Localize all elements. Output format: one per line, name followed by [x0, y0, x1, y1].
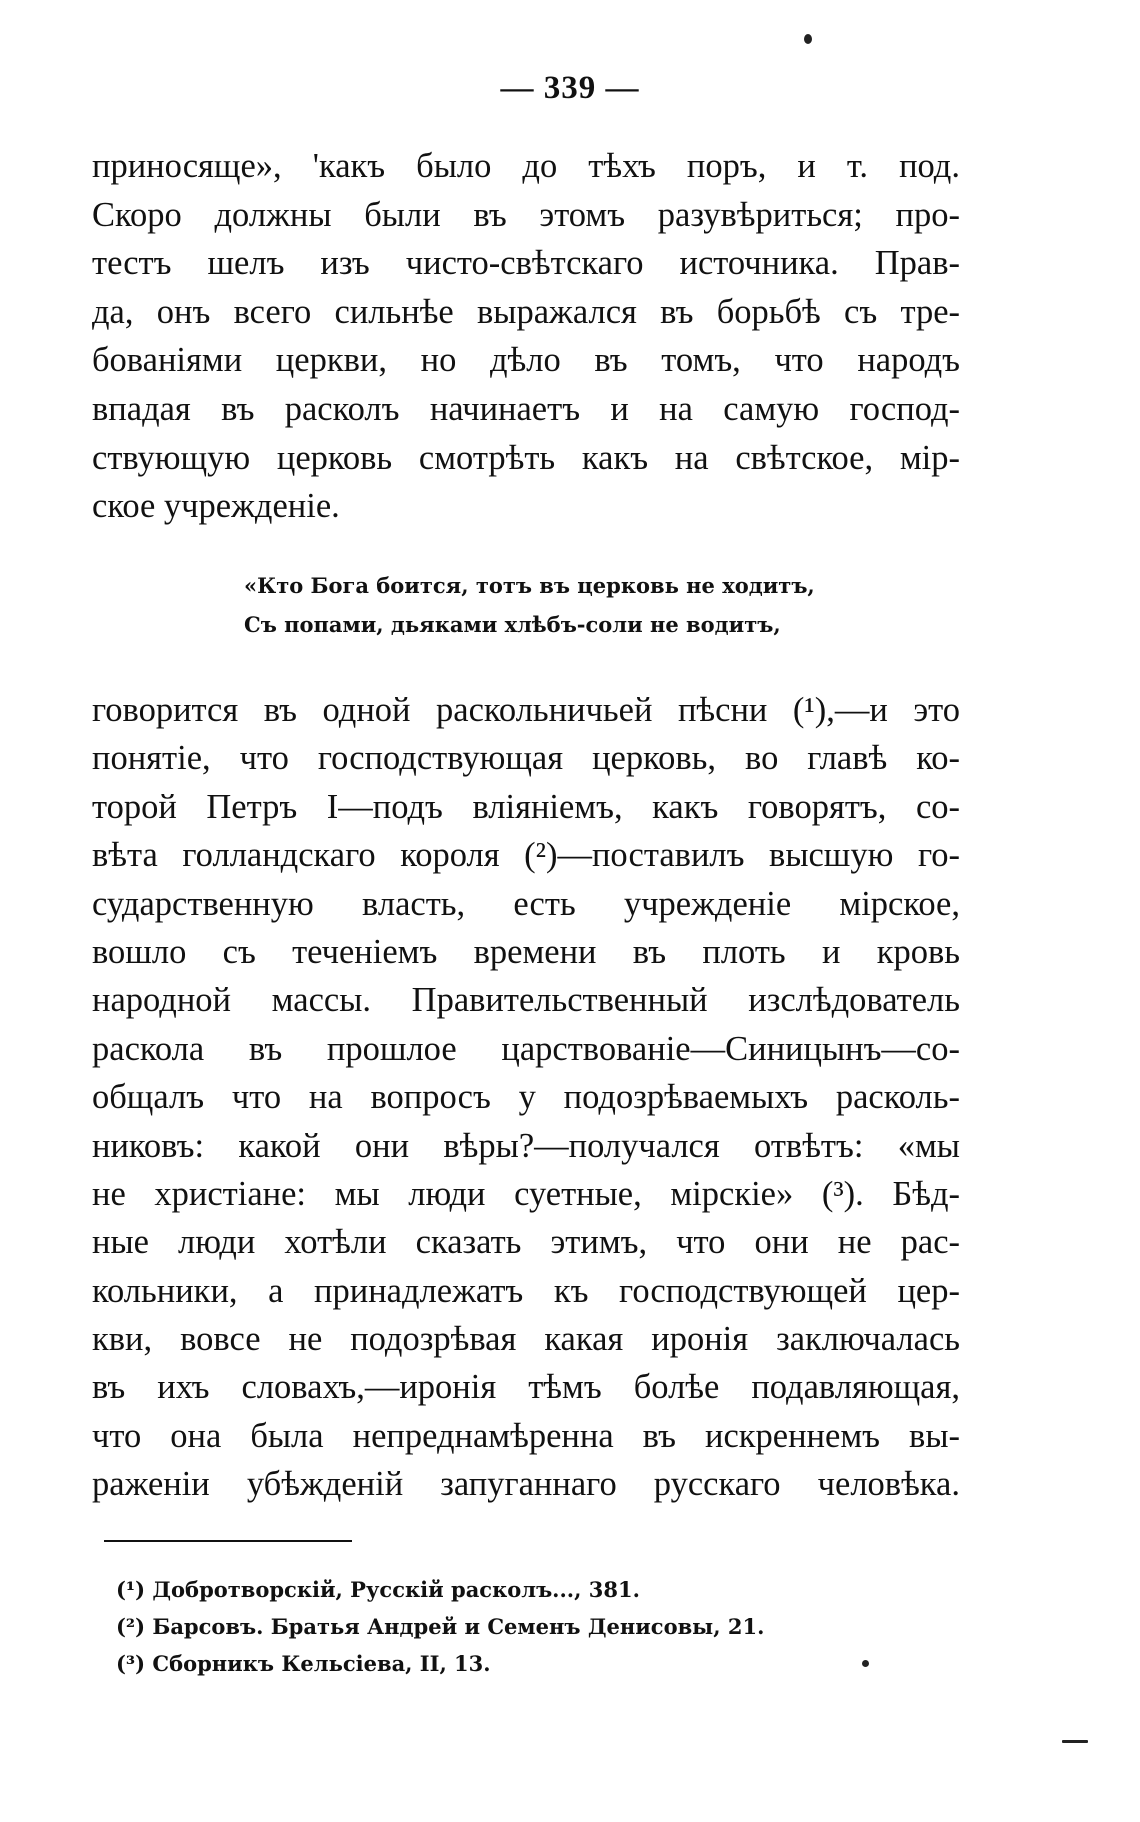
- page-number: — 339 —: [500, 70, 640, 106]
- text-line: понятіе, что господствующая церковь, во главѣ ко-: [92, 739, 960, 778]
- verse-quote: [244, 566, 815, 644]
- text-line: не христіане: мы люди суетные, мірскіе» (³). Бѣд-: [92, 1174, 960, 1213]
- text-line: общалъ что на вопросъ у подозрѣваемыхъ расколь-: [92, 1078, 960, 1117]
- text-line: бованіями церкви, но дѣло въ томъ, что народъ: [92, 341, 960, 380]
- ink-speck: [804, 34, 812, 44]
- text-line: да, онъ всего сильнѣе выражался въ борьбѣ съ тре-: [92, 292, 960, 331]
- text-line: что она была непреднамѣренна въ искреннемъ вы-: [92, 1416, 960, 1455]
- text-line: ные люди хотѣли сказать этимъ, что они не рас-: [92, 1223, 960, 1262]
- text-line: раженіи убѣжденій запуганнаго русскаго человѣка.: [92, 1465, 960, 1504]
- text-line: говорится въ одной раскольничьей пѣсни (¹),—и это: [92, 691, 960, 729]
- footnote: (²) Барсовъ. Братья Андрей и Семенъ Денисовы, 21.: [116, 1614, 765, 1639]
- text-line: народной массы. Правительственный изслѣдователь: [92, 981, 960, 1020]
- paragraph-2: [92, 686, 960, 1509]
- text-line: Скоро должны были въ этомъ разувѣриться; про-: [92, 195, 960, 234]
- footnote-divider: [104, 1540, 352, 1542]
- text-line: сударственную власть, есть учрежденіе мірское,: [92, 884, 960, 923]
- text-line: впадая въ расколъ начинаетъ и на самую господ-: [92, 389, 960, 428]
- verse-line: «Кто Бога боится, тотъ въ церковь не ходитъ,: [244, 573, 815, 598]
- text-line: никовъ: какой они вѣры?—получался отвѣтъ: «мы: [92, 1126, 960, 1165]
- text-line: вѣта голландскаго короля (²)—поставилъ высшую го-: [92, 836, 960, 875]
- text-line: приносяще», 'какъ было до тѣхъ поръ, и т. под.: [92, 147, 960, 185]
- text-line: тестъ шелъ изъ чисто-свѣтскаго источника. Прав-: [92, 244, 960, 283]
- ink-speck: [862, 1660, 869, 1667]
- text-line: кольники, а принадлежатъ къ господствующей цер-: [92, 1271, 960, 1310]
- verse-line: Съ попами, дьяками хлѣбъ-соли не водитъ,: [244, 612, 781, 637]
- text-line: въ ихъ словахъ,—иронія тѣмъ болѣе подавляющая,: [92, 1368, 960, 1407]
- text-line: кви, вовсе не подозрѣвая какая иронія заключалась: [92, 1320, 960, 1359]
- paragraph-1: [92, 142, 960, 531]
- text-line: ствующую церковь смотрѣть какъ на свѣтское, мір-: [92, 438, 960, 477]
- footnotes: [116, 1571, 764, 1682]
- footnote: (¹) Добротворскій, Русскій расколъ..., 381.: [116, 1577, 640, 1602]
- text-line: раскола въ прошлое царствованіе—Синицынъ—со-: [92, 1029, 960, 1068]
- text-line: ское учрежденіе.: [92, 487, 340, 526]
- footnote: (³) Сборникъ Кельсіева, II, 13.: [116, 1651, 491, 1676]
- text-line: торой Петръ I—подъ вліяніемъ, какъ говорятъ, со-: [92, 787, 960, 826]
- text-line: вошло съ теченіемъ времени въ плоть и кровь: [92, 932, 960, 971]
- ink-speck: [1062, 1740, 1088, 1743]
